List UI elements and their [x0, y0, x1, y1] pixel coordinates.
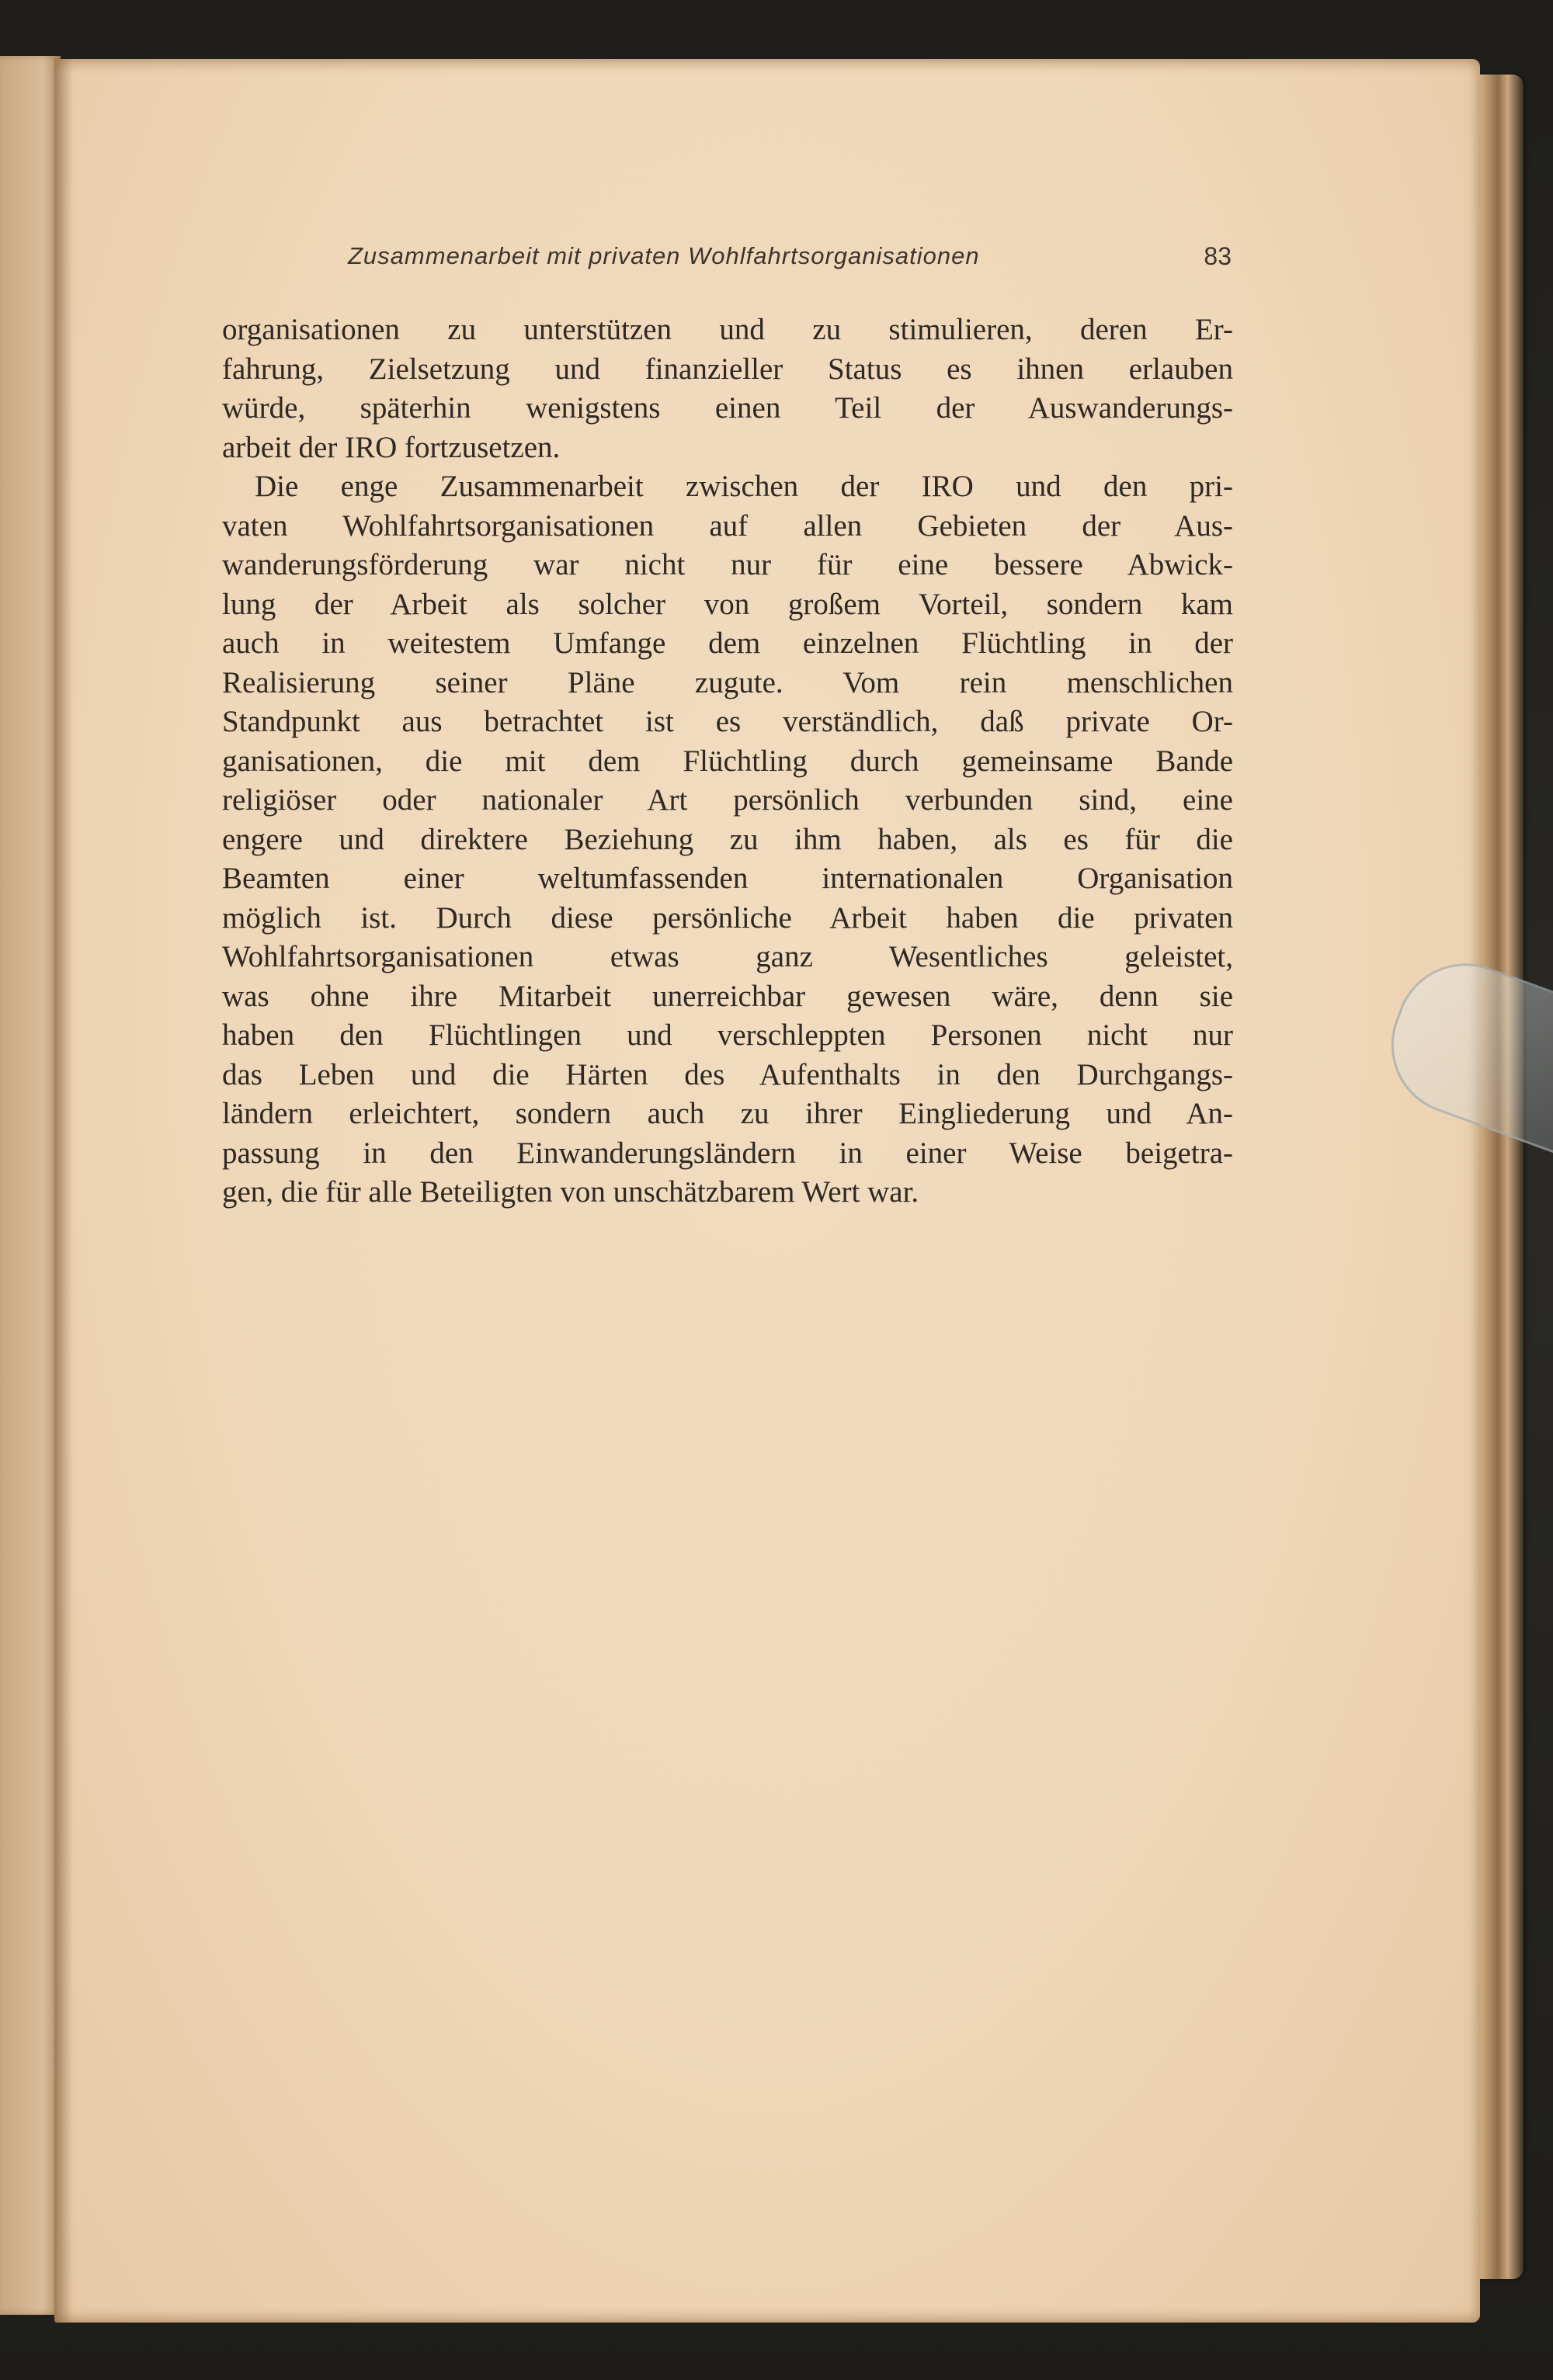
text-line: wanderungsförderung war nicht nur für eine bessere Abwick- — [222, 548, 1233, 581]
text-line: auch in weitestem Umfange dem einzelnen Flüchtling in der — [222, 626, 1233, 660]
text-line: Realisierung seiner Pläne zugute. Vom rein menschlichen — [222, 665, 1233, 699]
text-line: organisationen zu unterstützen und zu stimulieren, deren Er- — [222, 313, 1233, 346]
text-line: gen, die für alle Beteiligten von unschätzbarem Wert war. — [222, 1175, 919, 1209]
paragraph-1 — [222, 311, 1233, 467]
paragraph-2 — [222, 467, 1233, 1213]
page-number: 83 — [1204, 242, 1232, 270]
text-line: arbeit der IRO fortzusetzen. — [222, 430, 561, 464]
text-line: religiöser oder nationaler Art persönlich verbunden sind, eine — [222, 783, 1233, 817]
text-line: Die enge Zusammenarbeit zwischen der IRO und den pri- — [255, 470, 1233, 503]
text-line: Wohlfahrtsorganisationen etwas ganz Wesentliches geleistet, — [222, 940, 1233, 973]
text-line: passung in den Einwanderungsländern in einer Weise beigetra- — [222, 1136, 1233, 1170]
text-line: das Leben und die Härten des Aufenthalts in den Durchgangs- — [222, 1057, 1233, 1091]
running-head — [348, 242, 1232, 279]
text-line: würde, späterhin wenigstens einen Teil der Auswanderungs- — [222, 391, 1233, 425]
text-line: engere und direktere Beziehung zu ihm haben, als es für die — [222, 822, 1233, 856]
left-page-edge — [0, 56, 61, 2315]
text-line: fahrung, Zielsetzung und finanzieller Status es ihnen erlauben — [222, 352, 1233, 386]
text-line: Beamten einer weltumfassenden internationalen Organisation — [222, 862, 1233, 895]
text-line: Standpunkt aus betrachtet ist es verständlich, daß private Or- — [222, 705, 1233, 738]
body-text — [222, 311, 1233, 1213]
running-head-title: Zusammenarbeit mit privaten Wohlfahrtsorganisationen — [348, 242, 980, 269]
text-line: haben den Flüchtlingen und verschleppten Personen nicht nur — [222, 1018, 1233, 1052]
text-line: vaten Wohlfahrtsorganisationen auf allen Gebieten der Aus- — [222, 508, 1233, 543]
text-line: ganisationen, die mit dem Flüchtling durch gemeinsame Bande — [222, 744, 1233, 778]
text-line: lung der Arbeit als solcher von großem Vorteil, sondern kam — [222, 587, 1233, 621]
text-line: was ohne ihre Mitarbeit unerreichbar gewesen wäre, denn sie — [222, 979, 1233, 1013]
text-line: ländern erleichtert, sondern auch zu ihrer Eingliederung und An- — [222, 1097, 1233, 1130]
text-line: möglich ist. Durch diese persönliche Arbeit haben die privaten — [222, 900, 1233, 935]
